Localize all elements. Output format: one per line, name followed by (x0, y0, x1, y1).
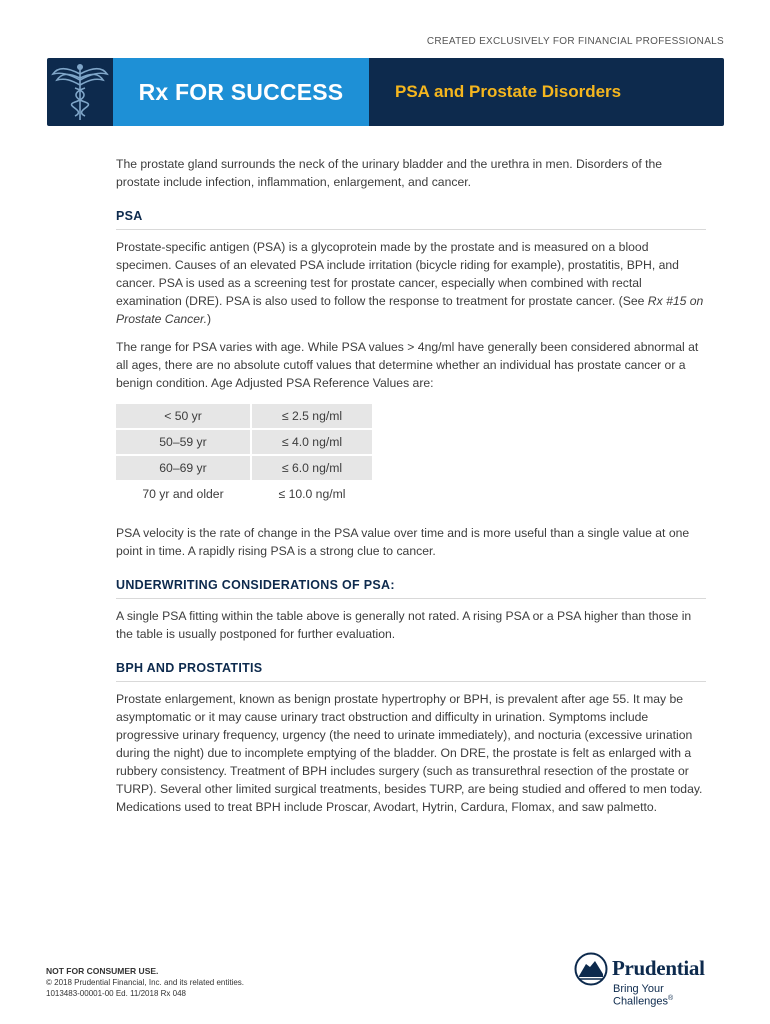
consumer-notice: NOT FOR CONSUMER USE. (46, 966, 159, 976)
psa-paragraph-2: The range for PSA varies with age. While PSA values > 4ng/ml have generally been considered abnormal at all ages, there are no absolute cutoff values that determine whether an individual has prostate cancer or a benign condition. Age Adjusted PSA Reference Values are: (116, 340, 699, 390)
psa-reference-table (116, 402, 372, 508)
prudential-logo (574, 952, 724, 1008)
age-cell: < 50 yr (116, 404, 250, 428)
psa-reference: Rx #15 on Prostate Cancer. (116, 294, 704, 326)
rock-of-gibraltar-icon (574, 952, 608, 986)
top-note: CREATED EXCLUSIVELY FOR FINANCIAL PROFESSIONALS (426, 36, 724, 47)
bph-paragraph: Prostate enlargement, known as benign prostate hypertrophy or BPH, is prevalent after age 55. It may be asymptomatic or it may cause urinary tract obstruction and difficulty in urination. Symptoms include progressive urinary frequency, urgency (the need to urinate immediately), and nocturia (excessive urination during the night) due to incomplete emptying of the bladder. On DRE, the prostate is felt as enlarged with a rubbery consistency. Treatment of BPH includes surgery (such as transurethral resection of the prostate or TURP). Several other limited surgical treatments, besides TURP, are being studied and offered to men today. Medications used to treat BPH include Proscar, Avodart, Hytrin, Cardura, Flomax, and saw palmetto. (116, 692, 703, 814)
age-cell: 60–69 yr (116, 456, 250, 480)
main-content (116, 155, 706, 826)
value-cell: ≤ 6.0 ng/ml (252, 456, 372, 480)
intro-paragraph: The prostate gland surrounds the neck of the urinary bladder and the urethra in men. Disorders of the prostate include infection, inflammation, enlargement, and cancer. (116, 157, 663, 189)
footer (46, 966, 244, 999)
caduceus-icon (47, 58, 113, 126)
table-row (116, 404, 372, 428)
value-cell: ≤ 4.0 ng/ml (252, 430, 372, 454)
bph-heading: BPH AND PROSTATITIS (116, 659, 706, 682)
series-tab (113, 58, 369, 126)
brand-name: Prudential (612, 956, 705, 980)
psa-paragraph-3: PSA velocity is the rate of change in the PSA value over time and is more useful than a single value at one point in time. A rapidly rising PSA is a strong clue to cancer. (116, 526, 690, 558)
series-title: Rx FOR SUCCESS (138, 78, 344, 105)
age-cell: 50–59 yr (116, 430, 250, 454)
header-banner (47, 58, 724, 126)
value-cell: ≤ 10.0 ng/ml (278, 487, 346, 501)
brand-tagline: Bring Your Challenges® (613, 983, 674, 1008)
table-row (116, 456, 372, 480)
topic-title: PSA and Prostate Disorders (395, 82, 622, 101)
psa-heading: PSA (116, 207, 706, 230)
document-code: 1013483-00001-00 Ed. 11/2018 Rx 048 (46, 989, 186, 998)
table-row (116, 430, 372, 454)
value-cell: ≤ 2.5 ng/ml (252, 404, 372, 428)
trademark: ® (668, 995, 674, 1002)
copyright: © 2018 Prudential Financial, Inc. and its related entities. (46, 978, 245, 987)
table-row (116, 482, 372, 506)
underwriting-heading: UNDERWRITING CONSIDERATIONS OF PSA: (116, 576, 706, 599)
psa-paragraph-1: Prostate-specific antigen (PSA) is a glycoprotein made by the prostate and is measured on a blood specimen. Causes of an elevated PSA include irritation (bicycle riding for example), prostatitis, BPH, and cancer. PSA is used as a screening test for prostate cancer, especially when combined with rectal examination (DRE). PSA is also used to follow the response to treatment for prostate cancer. (See Rx #15 on Prostate Cancer.) (116, 240, 704, 326)
age-cell: 70 yr and older (142, 487, 224, 501)
underwriting-paragraph: A single PSA fitting within the table above is generally not rated. A rising PSA or a PSA higher than those in the table is usually postponed for further evaluation. (116, 609, 692, 641)
